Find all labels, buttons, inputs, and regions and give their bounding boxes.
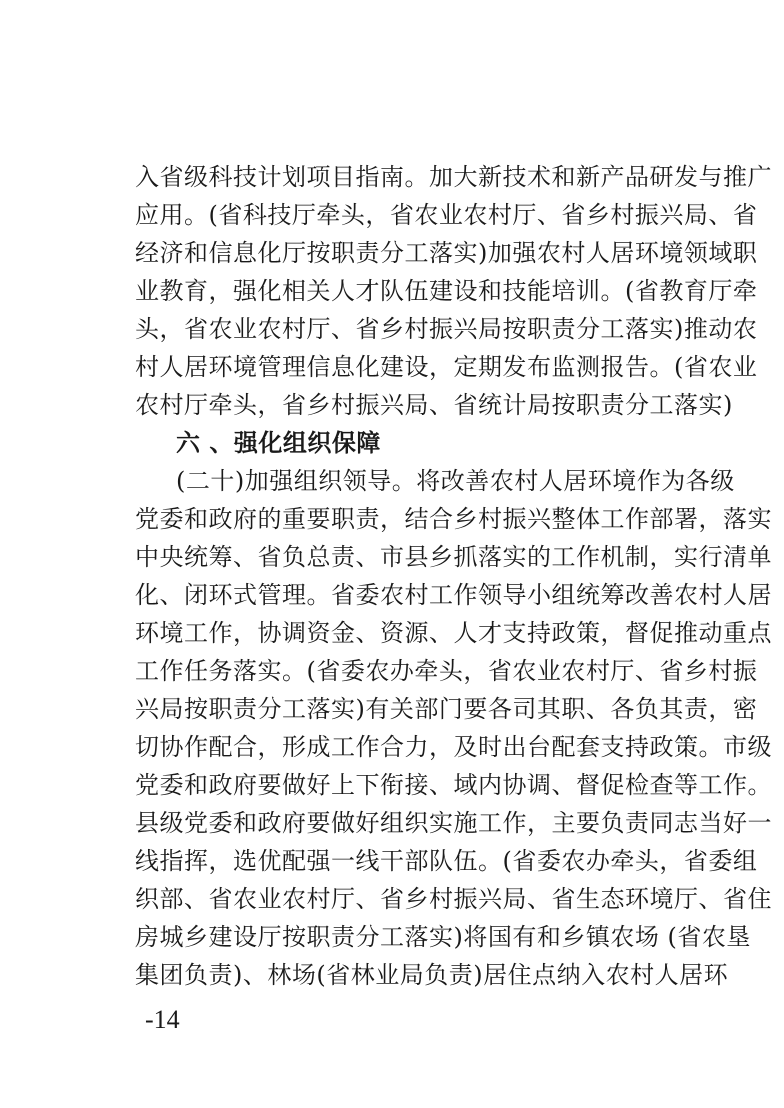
paragraph-first-line: (二十)加强组织领导。将改善农村人居环境作为各级: [176, 467, 735, 495]
body-line: 县级党委和政府要做好组织实施工作，主要负责同志当好一: [135, 809, 772, 837]
body-line: 业教育，强化相关人才队伍建设和技能培训。(省教育厅牵: [135, 277, 758, 305]
page-number: -14: [145, 1005, 180, 1034]
body-line: 党委和政府的重要职责，结合乡村振兴整体工作部署，落实: [135, 505, 772, 533]
body-line: 工作任务落实。(省委农办牵头，省农业农村厅、省乡村振: [135, 657, 758, 685]
body-line: 环境工作，协调资金、资源、人才支持政策，督促推动重点: [135, 619, 772, 647]
body-line: 应用。(省科技厅牵头，省农业农村厅、省乡村振兴局、省: [135, 201, 758, 229]
body-line: 织部、省农业农村厅、省乡村振兴局、省生态环境厅、省住: [135, 885, 772, 913]
body-line: 入省级科技计划项目指南。加大新技术和新产品研发与推广: [135, 163, 772, 191]
body-line: 线指挥，选优配强一线干部队伍。(省委农办牵头，省委组: [135, 847, 758, 875]
body-line: 房城乡建设厅按职责分工落实)将国有和乡镇农场 (省农垦: [135, 923, 751, 951]
body-line: 集团负责)、林场(省林业局负责)居住点纳入农村人居环: [135, 961, 729, 989]
section-heading: 六 、强化组织保障: [176, 429, 381, 457]
body-line: 切协作配合，形成工作合力，及时出台配套支持政策。市级: [135, 733, 772, 761]
body-line: 头，省农业农村厅、省乡村振兴局按职责分工落实)推动农: [135, 315, 758, 343]
body-line: 化、闭环式管理。省委农村工作领导小组统筹改善农村人居: [135, 581, 772, 609]
body-line: 中央统筹、省负总责、市县乡抓落实的工作机制，实行清单: [135, 543, 772, 571]
body-line: 党委和政府要做好上下衔接、域内协调、督促检查等工作。: [135, 771, 772, 799]
body-line: 兴局按职责分工落实)有关部门要各司其职、各负其责，密: [135, 695, 758, 723]
body-line: 村人居环境管理信息化建设，定期发布监测报告。(省农业: [135, 353, 758, 381]
body-line: 农村厅牵头，省乡村振兴局、省统计局按职责分工落实): [135, 391, 733, 419]
body-line: 经济和信息化厅按职责分工落实)加强农村人居环境领域职: [135, 239, 758, 267]
